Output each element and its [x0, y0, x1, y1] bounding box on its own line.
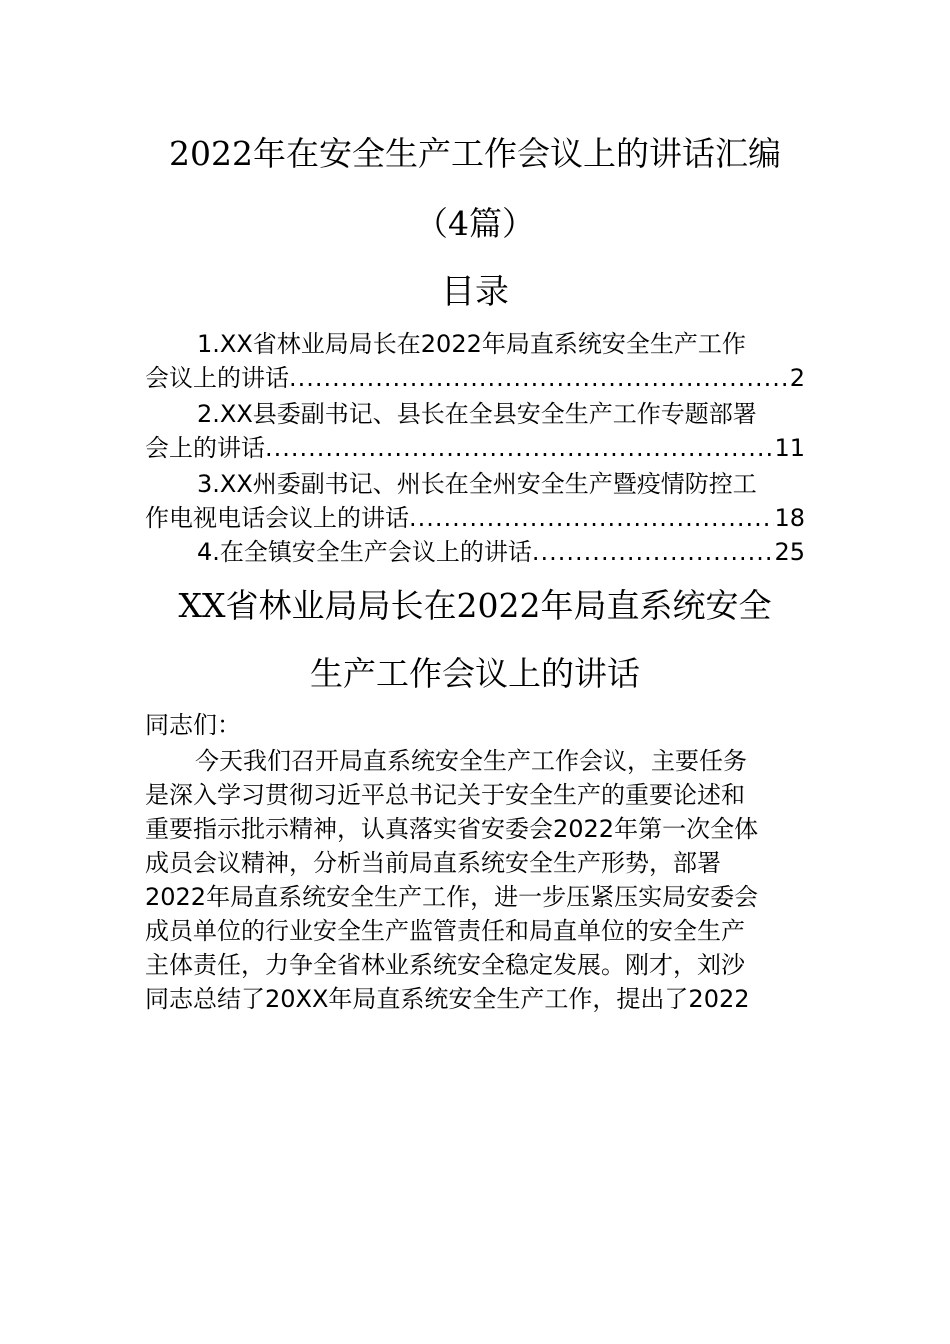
body-line: 成员会议精神，分析当前局直系统安全生产形势，部署 — [145, 849, 721, 877]
toc-item-2-line-1[interactable] — [145, 398, 805, 430]
body-line: 是深入学习贯彻习近平总书记关于安全生产的重要论述和 — [145, 781, 745, 809]
body-line: 同志总结了20XX年局直系统安全生产工作，提出了2022 — [145, 985, 750, 1013]
section-title-line-2: 生产工作会议上的讲话 — [310, 654, 640, 693]
toc-item-4[interactable] — [145, 536, 805, 568]
toc-heading: 目录 — [441, 272, 509, 312]
toc-leader-dots — [532, 536, 775, 568]
body-line: 成员单位的行业安全生产监管责任和局直单位的安全生产 — [145, 917, 745, 945]
toc-item-4-page: 25 — [774, 538, 805, 566]
toc-item-3-line-1[interactable] — [145, 468, 805, 500]
toc-leader-dots — [289, 362, 790, 394]
toc-item-1-page: 2 — [789, 364, 805, 392]
toc-leader-dots — [265, 432, 774, 464]
salutation: 同志们： — [145, 711, 241, 739]
body-line: 今天我们召开局直系统安全生产工作会议，主要任务 — [195, 747, 747, 775]
toc-item-2-text-cont: 会上的讲话 — [145, 434, 265, 462]
body-line: 重要指示批示精神，认真落实省安委会2022年第一次全体 — [145, 815, 759, 843]
toc-item-1-line-1[interactable] — [145, 328, 805, 360]
toc-item-2-line-2[interactable] — [145, 432, 805, 464]
toc-item-4-text: 4.在全镇安全生产会议上的讲话 — [197, 538, 532, 566]
section-title-line-1: XX省林业局局长在2022年局直系统安全 — [178, 586, 772, 625]
document-title-line-1: 2022年在安全生产工作会议上的讲话汇编 — [169, 134, 781, 173]
body-line: 主体责任，力争全省林业系统安全稳定发展。刚才，刘沙 — [145, 951, 745, 979]
toc-item-3-line-2[interactable] — [145, 502, 805, 534]
toc-item-1-text: 1.XX省林业局局长在2022年局直系统安全生产工作 — [197, 330, 746, 358]
toc-item-3-text-cont: 作电视电话会议上的讲话 — [145, 504, 409, 532]
document-title-line-2: （4篇） — [415, 204, 535, 243]
toc-item-2-page: 11 — [774, 434, 805, 462]
toc-item-1-line-2[interactable] — [145, 362, 805, 394]
toc-leader-dots — [409, 502, 774, 534]
toc-item-1-text-cont: 会议上的讲话 — [145, 364, 289, 392]
body-line: 2022年局直系统安全生产工作，进一步压紧压实局安委会 — [145, 883, 759, 911]
toc-item-3-text: 3.XX州委副书记、州长在全州安全生产暨疫情防控工 — [197, 470, 757, 498]
toc-item-2-text: 2.XX县委副书记、县长在全县安全生产工作专题部署 — [197, 400, 757, 428]
toc-item-3-page: 18 — [774, 504, 805, 532]
